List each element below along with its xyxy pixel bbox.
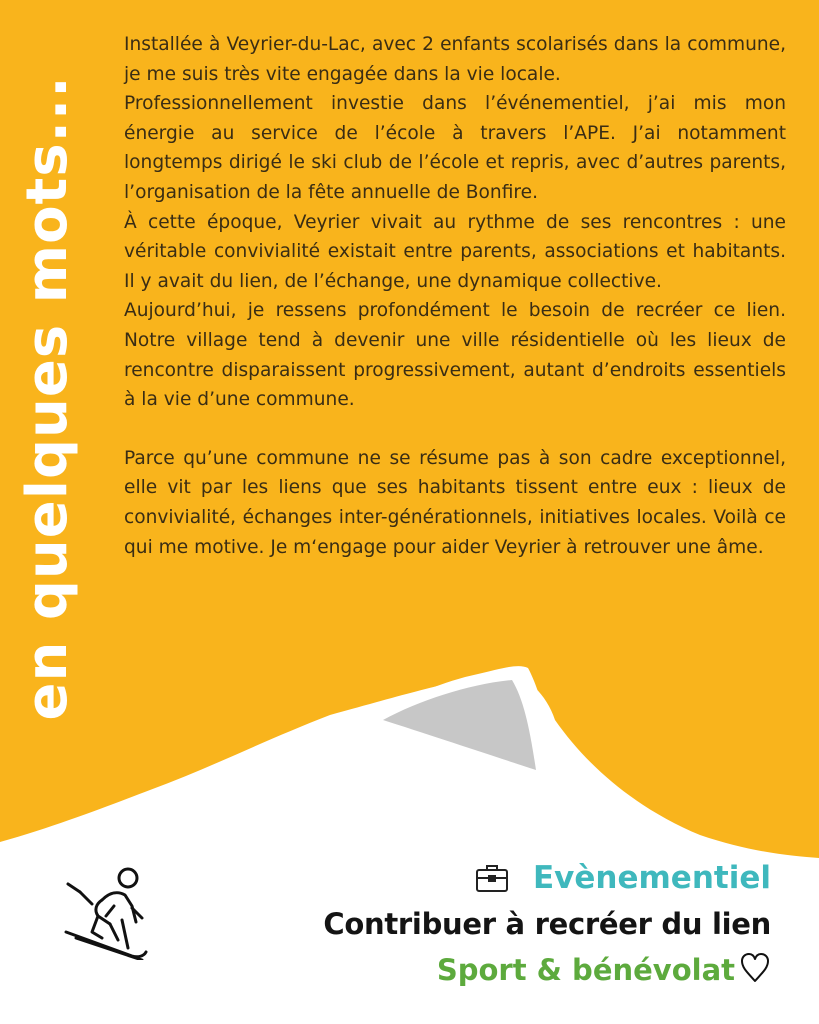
tag-sport-benevolat: Sport & bénévolat (436, 953, 735, 987)
tag-evenementiel-row (475, 856, 771, 900)
skier-icon (62, 864, 154, 960)
paragraph-4: Aujourd’hui, je ressens profondément le besoin de recréer ce lien. Notre village tend à devenir une ville résidentielle où les lieux de rencontre disparaissent progressivement, autant d’endroits essentiels à la vie d’une commune. (124, 300, 786, 411)
tag-contribuer-row (323, 902, 771, 946)
body-text (124, 30, 786, 562)
heart-icon (739, 952, 771, 984)
tag-sport-row (437, 948, 771, 992)
tag-evenementiel: Evènementiel (533, 860, 771, 896)
paragraph-3: À cette époque, Veyrier vivait au rythme de ses rencontres : une véritable convivialité existait entre parents, associations et habitants. Il y avait du lien, de l’échange, une dynamique collective. (124, 211, 786, 292)
paragraph-1: Installée à Veyrier-du-Lac, avec 2 enfants scolarisés dans la commune, je me suis très vite engagée dans la vie locale. (124, 34, 786, 85)
paragraph-2: Professionnellement investie dans l’événementiel, j’ai mis mon énergie au service de l’école à travers l’APE. J’ai notamment longtemps dirigé le ski club de l’école et repris, avec d’autres parents, l’organisation de la fête annuelle de Bonfire. (124, 93, 786, 203)
briefcase-icon (475, 863, 509, 893)
paragraph-5: Parce qu’une commune ne se résume pas à son cadre exceptionnel, elle vit par les liens que ses habitants tissent entre eux : lieux de convivialité, échanges inter-générationnels, initiatives locales. Voilà ce qui me motive. Je m‘engage pour aider Veyrier à retrouver une âme. (124, 447, 786, 558)
tag-contribuer: Contribuer à recréer du lien (323, 907, 771, 941)
vertical-title: en quelques mots... (15, 75, 80, 721)
